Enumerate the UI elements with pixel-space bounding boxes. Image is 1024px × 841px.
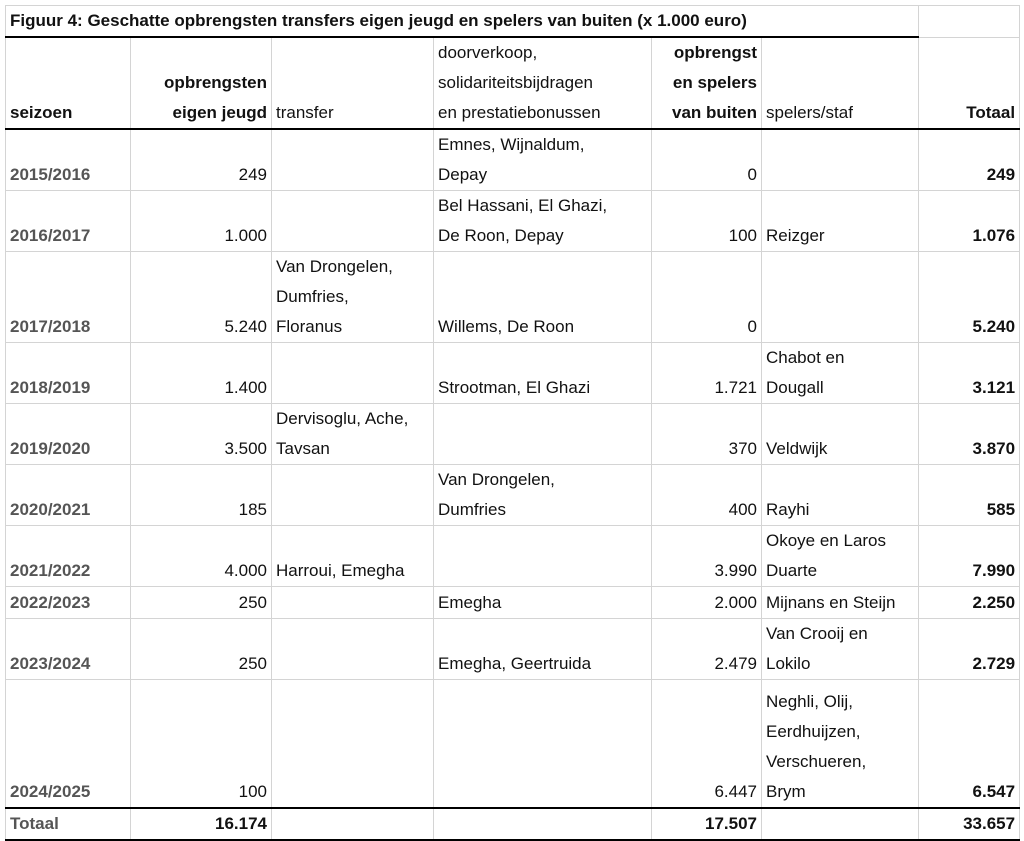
season-cell: 2021/2022 — [6, 526, 131, 587]
table-row — [6, 404, 1020, 465]
header-season: seizoen — [6, 37, 131, 129]
youth-revenue-cell: 100 — [131, 680, 272, 808]
resale-cell: Willems, De Roon — [434, 252, 652, 343]
header-outside-revenue: opbrengst en spelers van buiten — [652, 37, 762, 129]
resale-cell — [434, 680, 652, 808]
season-cell: 2019/2020 — [6, 404, 131, 465]
row-total-cell: 7.990 — [919, 526, 1020, 587]
youth-revenue-cell: 4.000 — [131, 526, 272, 587]
title-empty-cell — [919, 6, 1020, 38]
table-title: Figuur 4: Geschatte opbrengsten transfers eigen jeugd en spelers van buiten (x 1.000 euro) — [6, 6, 919, 38]
youth-revenue-cell: 3.500 — [131, 404, 272, 465]
season-cell: 2017/2018 — [6, 252, 131, 343]
season-cell: 2023/2024 — [6, 619, 131, 680]
row-total-cell: 3.870 — [919, 404, 1020, 465]
season-cell: 2020/2021 — [6, 465, 131, 526]
transfer-cell — [272, 680, 434, 808]
youth-revenue-cell: 1.000 — [131, 191, 272, 252]
youth-revenue-cell: 250 — [131, 619, 272, 680]
header-total: Totaal — [919, 37, 1020, 129]
players-staff-cell: Mijnans en Steijn — [762, 587, 919, 619]
resale-cell — [434, 526, 652, 587]
youth-revenue-cell: 250 — [131, 587, 272, 619]
players-staff-cell — [762, 129, 919, 191]
row-total-cell: 3.121 — [919, 343, 1020, 404]
outside-revenue-cell: 400 — [652, 465, 762, 526]
table-row — [6, 619, 1020, 680]
header-row — [6, 37, 1020, 129]
transfer-cell — [272, 129, 434, 191]
totals-youth-cell: 16.174 — [131, 808, 272, 840]
header-transfer: transfer — [272, 37, 434, 129]
season-cell: 2022/2023 — [6, 587, 131, 619]
youth-revenue-cell: 185 — [131, 465, 272, 526]
season-cell: 2016/2017 — [6, 191, 131, 252]
table-row — [6, 129, 1020, 191]
outside-revenue-cell: 1.721 — [652, 343, 762, 404]
table-row — [6, 680, 1020, 808]
youth-revenue-cell: 1.400 — [131, 343, 272, 404]
outside-revenue-cell: 6.447 — [652, 680, 762, 808]
transfer-revenue-table — [5, 5, 1020, 841]
table-row — [6, 465, 1020, 526]
outside-revenue-cell: 2.000 — [652, 587, 762, 619]
outside-revenue-cell: 0 — [652, 252, 762, 343]
youth-revenue-cell: 249 — [131, 129, 272, 191]
resale-cell — [434, 404, 652, 465]
transfer-cell — [272, 587, 434, 619]
outside-revenue-cell: 2.479 — [652, 619, 762, 680]
totals-grand-cell: 33.657 — [919, 808, 1020, 840]
resale-cell: Emegha, Geertruida — [434, 619, 652, 680]
players-staff-cell: Veldwijk — [762, 404, 919, 465]
outside-revenue-cell: 3.990 — [652, 526, 762, 587]
transfer-cell: Van Drongelen, Dumfries, Floranus — [272, 252, 434, 343]
players-staff-cell: Chabot en Dougall — [762, 343, 919, 404]
transfer-cell — [272, 191, 434, 252]
row-total-cell: 249 — [919, 129, 1020, 191]
totals-outside-cell: 17.507 — [652, 808, 762, 840]
players-staff-cell — [762, 252, 919, 343]
season-cell: 2018/2019 — [6, 343, 131, 404]
row-total-cell: 6.547 — [919, 680, 1020, 808]
row-total-cell: 5.240 — [919, 252, 1020, 343]
resale-cell: Emnes, Wijnaldum, Depay — [434, 129, 652, 191]
transfer-cell: Harroui, Emegha — [272, 526, 434, 587]
players-staff-cell: Neghli, Olij, Eerdhuijzen, Verschueren, Brym — [762, 680, 919, 808]
players-staff-cell: Okoye en Laros Duarte — [762, 526, 919, 587]
players-staff-cell: Rayhi — [762, 465, 919, 526]
transfer-cell: Dervisoglu, Ache, Tavsan — [272, 404, 434, 465]
season-cell: 2015/2016 — [6, 129, 131, 191]
row-total-cell: 585 — [919, 465, 1020, 526]
table-row — [6, 191, 1020, 252]
youth-revenue-cell: 5.240 — [131, 252, 272, 343]
season-cell: 2024/2025 — [6, 680, 131, 808]
resale-cell: Emegha — [434, 587, 652, 619]
transfer-cell — [272, 343, 434, 404]
outside-revenue-cell: 100 — [652, 191, 762, 252]
table-row — [6, 252, 1020, 343]
row-total-cell: 2.250 — [919, 587, 1020, 619]
row-total-cell: 1.076 — [919, 191, 1020, 252]
table-row — [6, 526, 1020, 587]
resale-cell: Bel Hassani, El Ghazi, De Roon, Depay — [434, 191, 652, 252]
resale-cell: Strootman, El Ghazi — [434, 343, 652, 404]
title-row — [6, 6, 1020, 38]
header-resale: doorverkoop, solidariteitsbijdragen en prestatiebonussen — [434, 37, 652, 129]
transfer-cell — [272, 465, 434, 526]
players-staff-cell: Van Crooij en Lokilo — [762, 619, 919, 680]
transfer-cell — [272, 619, 434, 680]
table-row — [6, 343, 1020, 404]
header-players-staff: spelers/staf — [762, 37, 919, 129]
table-row — [6, 587, 1020, 619]
outside-revenue-cell: 370 — [652, 404, 762, 465]
row-total-cell: 2.729 — [919, 619, 1020, 680]
outside-revenue-cell: 0 — [652, 129, 762, 191]
header-youth-revenue: opbrengsten eigen jeugd — [131, 37, 272, 129]
resale-cell: Van Drongelen, Dumfries — [434, 465, 652, 526]
totals-label: Totaal — [6, 808, 131, 840]
players-staff-cell: Reizger — [762, 191, 919, 252]
